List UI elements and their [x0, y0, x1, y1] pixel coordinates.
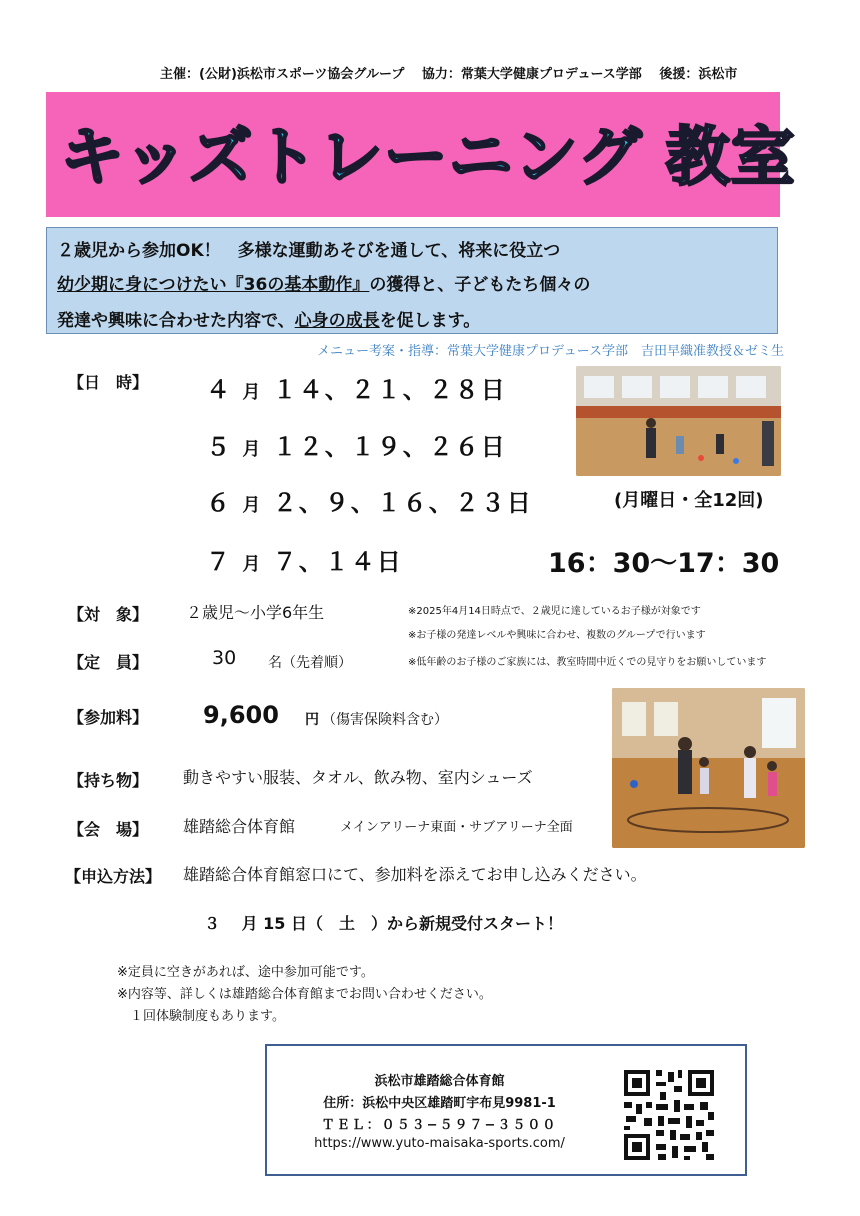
schedule-month-unit: 月: [242, 382, 263, 403]
schedule-row: [206, 370, 507, 405]
apply-label: 【申込方法】: [65, 867, 162, 886]
venue-name: 雄踏総合体育館: [183, 817, 296, 836]
kids-activity-photo: [612, 688, 805, 848]
items-label: 【持ち物】: [68, 771, 149, 790]
schedule-days: １２、１９、２６日: [272, 433, 507, 461]
schedule-month-unit: 月: [242, 439, 263, 460]
contact-url[interactable]: https://www.yuto-maisaka-sports.com/: [314, 1136, 565, 1151]
schedule-days: ２、９、１６、２３日: [272, 489, 533, 517]
target-value: ２歳児〜小学6年生: [186, 603, 325, 622]
intro-line-3: [57, 306, 480, 331]
intro-emphasis-growth: 心身の成長: [294, 311, 380, 331]
registration-start: ３ 月 15 日（ 土 ）から新規受付スタート！: [204, 914, 563, 933]
items-value: 動きやすい服装、タオル、飲み物、室内シューズ: [183, 768, 533, 787]
note-line: １回体験制度もあります。: [117, 1009, 285, 1024]
fee-unit: 円: [305, 712, 319, 728]
contact-address: 住所：浜松中央区雄踏町宇布見9981-1: [323, 1096, 556, 1111]
title-banner: [46, 92, 796, 217]
fee-amount: 9,600: [203, 701, 279, 729]
gym-photo-top: [576, 366, 781, 476]
intro-line-3-pre: 発達や興味に合わせた内容で、: [57, 311, 295, 331]
venue-detail: メインアリーナ東面・サブアリーナ全面: [340, 820, 573, 835]
intro-box: [46, 227, 778, 334]
schedule-month: ５: [206, 433, 232, 461]
schedule-month-unit: 月: [242, 495, 263, 516]
fee-label: 【参加料】: [68, 708, 149, 727]
schedule-row: [206, 542, 403, 577]
schedule-row: [206, 483, 533, 518]
schedule-row: [206, 427, 507, 462]
capacity-number: 30: [212, 647, 237, 669]
note-line: ※内容等、詳しくは雄踏総合体育館までお問い合わせください。: [117, 987, 492, 1002]
session-time: 16：30〜17：30: [548, 548, 780, 579]
apply-value: 雄踏総合体育館窓口にて、参加料を添えてお申し込みください。: [183, 865, 647, 884]
intro-emphasis-36-moves: 幼少期に身につけたい『36の基本動作』: [57, 275, 370, 295]
schedule-days: ７、１４日: [272, 548, 403, 576]
target-note-2: ※お子様の発達レベルや興味に合わせ、複数のグループで行います: [408, 630, 706, 641]
contact-tel: ＴＥＬ：０５３−５９７−３５００: [321, 1118, 558, 1133]
contact-box: [265, 1044, 747, 1176]
capacity-label: 【定 員】: [68, 653, 149, 672]
schedule-month-unit: 月: [242, 554, 263, 575]
qr-code-icon[interactable]: [622, 1068, 716, 1162]
weekday-total: (月曜日・全12回): [614, 490, 764, 511]
note-line: ※定員に空きがあれば、途中参加可能です。: [117, 965, 374, 980]
schedule-month: ４: [206, 376, 232, 404]
intro-line-3-post: を促します。: [379, 311, 481, 331]
schedule-label: 【日 時】: [68, 373, 149, 392]
schedule-days: １４、２１、２８日: [272, 376, 507, 404]
schedule-month: ７: [206, 548, 232, 576]
schedule-month: ６: [206, 489, 232, 517]
target-label: 【対 象】: [68, 605, 149, 624]
contact-org: 浜松市雄踏総合体育館: [374, 1074, 505, 1089]
page-title: キッズトレーニング 教室: [60, 121, 796, 195]
target-note-1: ※2025年4月14日時点で、２歳児に達しているお子様が対象です: [408, 606, 701, 617]
capacity-unit: 名（先着順）: [268, 655, 352, 671]
venue-label: 【会 場】: [68, 820, 149, 839]
intro-line-2: [57, 270, 590, 295]
intro-line-2-rest: の獲得と、子どもたち個々の: [369, 275, 591, 295]
fee-note: （傷害保険料含む）: [322, 712, 448, 728]
sponsor-line: 主催：(公財)浜松市スポーツ協会グループ 協力：常葉大学健康プロデュース学部 後援：浜松市: [160, 67, 738, 82]
intro-line-1: ２歳児から参加OK！ 多様な運動あそびを通して、将来に役立つ: [57, 241, 561, 261]
menu-credit: メニュー考案・指導：常葉大学健康プロデュース学部 吉田早織准教授＆ゼミ生: [317, 344, 784, 359]
capacity-note: ※低年齢のお子様のご家族には、教室時間中近くでの見守りをお願いしています: [408, 657, 767, 668]
